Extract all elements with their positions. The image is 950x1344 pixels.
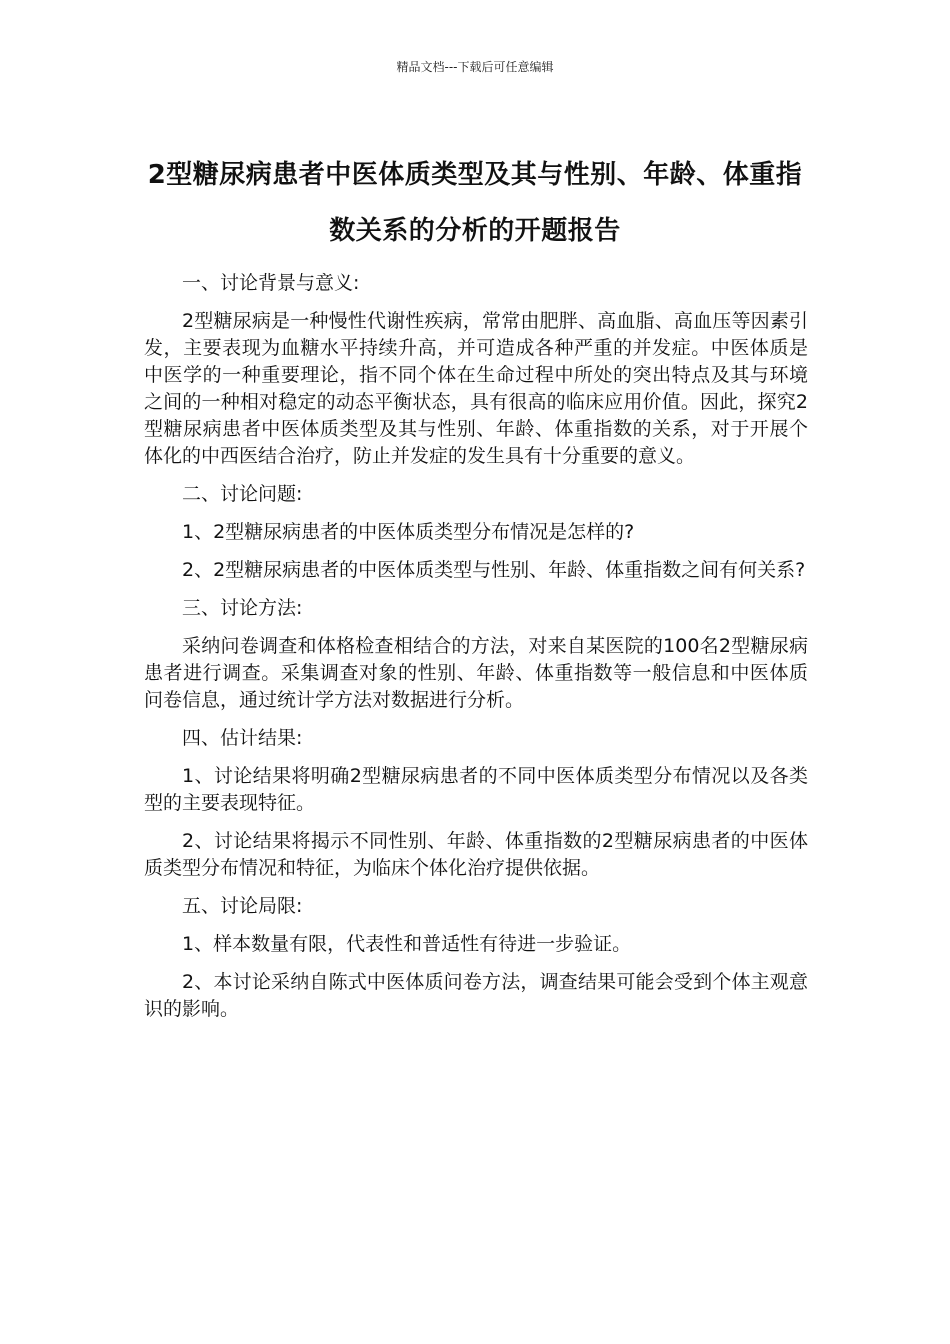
section-heading-background: 一、讨论背景与意义: (182, 272, 360, 294)
section-heading-methods: 三、讨论方法: (182, 597, 303, 619)
limitation-item-2: 2、本讨论采纳自陈式中医体质问卷方法，调查结果可能会受到个体主观意识的影响。 (144, 971, 808, 1020)
section-heading-questions: 二、讨论问题: (182, 483, 303, 505)
result-item-2: 2、讨论结果将揭示不同性别、年龄、体重指数的2型糖尿病患者的中医体质类型分布情况和特征，为临床个体化治疗提供依据。 (144, 830, 808, 879)
header-note: 精品文档---下载后可任意编辑 (396, 60, 554, 74)
question-item-2: 2、2型糖尿病患者的中医体质类型与性别、年龄、体重指数之间有何关系? (182, 559, 806, 581)
paragraph-methods: 采纳问卷调查和体格检查相结合的方法，对来自某医院的100名2型糖尿病患者进行调查。采集调查对象的性别、年龄、体重指数等一般信息和中医体质问卷信息，通过统计学方法对数据进行分析。 (144, 635, 808, 711)
document-body (144, 270, 808, 1034)
question-item-1: 1、2型糖尿病患者的中医体质类型分布情况是怎样的? (182, 521, 635, 543)
result-item-1: 1、讨论结果将明确2型糖尿病患者的不同中医体质类型分布情况以及各类型的主要表现特征。 (144, 765, 808, 814)
paragraph-background: 2型糖尿病是一种慢性代谢性疾病，常常由肥胖、高血脂、高血压等因素引发，主要表现为血糖水平持续升高，并可造成各种严重的并发症。中医体质是中医学的一种重要理论，指不同个体在生命过程中所处的突出特点及其与环境之间的一种相对稳定的动态平衡状态，具有很高的临床应用价值。因此，探究2型糖尿病患者中医体质类型及其与性别、年龄、体重指数的关系，对于开展个体化的中西医结合治疗，防止并发症的发生具有十分重要的意义。 (144, 310, 808, 467)
document-title: 2型糖尿病患者中医体质类型及其与性别、年龄、体重指数关系的分析的开题报告 (147, 160, 803, 247)
section-heading-expected-results: 四、估计结果: (182, 727, 303, 749)
limitation-item-1: 1、样本数量有限，代表性和普适性有待进一步验证。 (182, 933, 632, 955)
section-heading-limitations: 五、讨论局限: (182, 895, 303, 917)
